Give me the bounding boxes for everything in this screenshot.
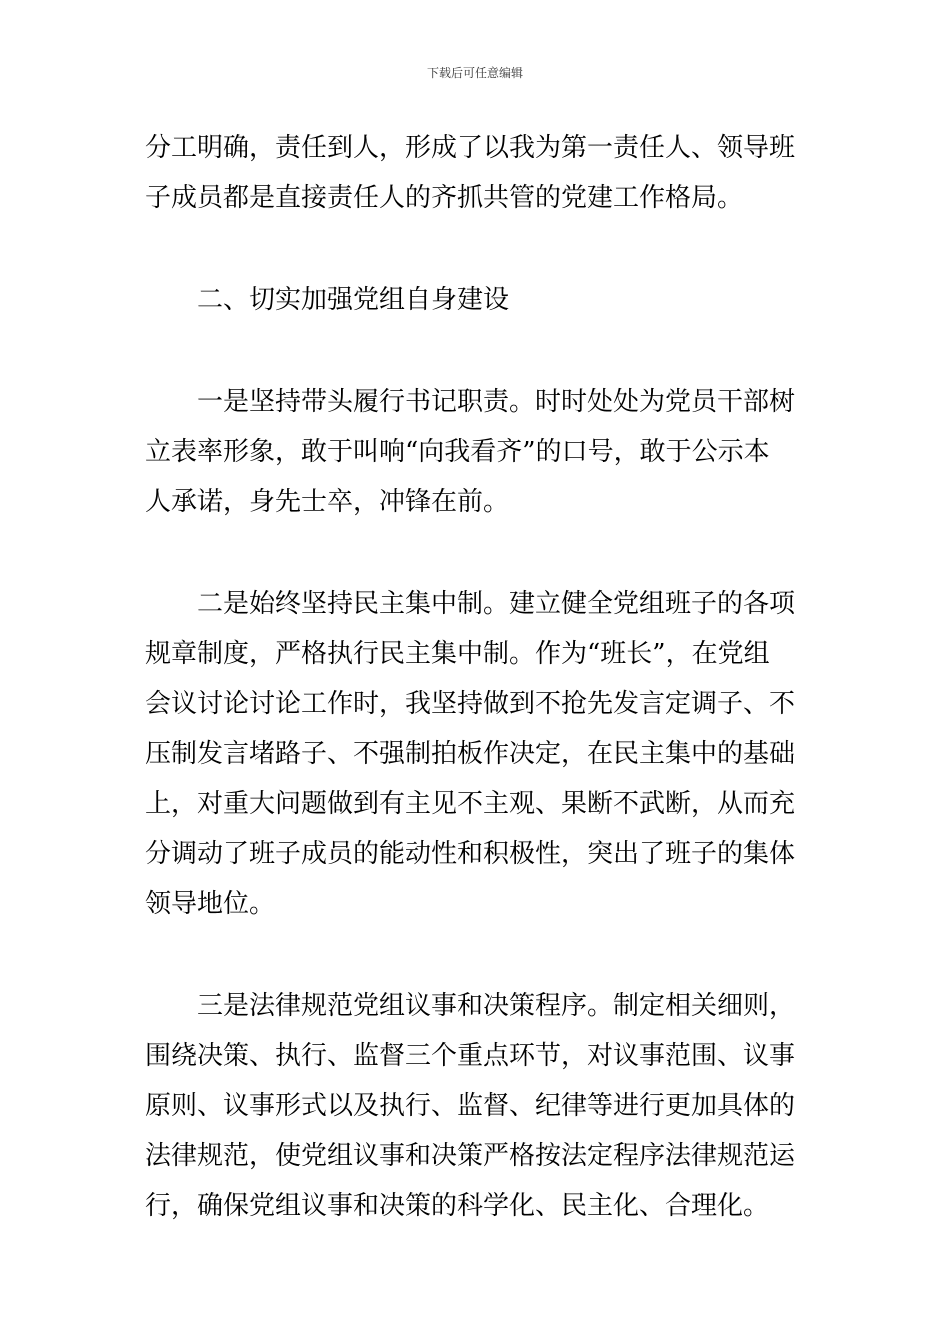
text-line: 领导地位。 (145, 889, 276, 919)
text-line: 规章制度，严格执行民主集中制。作为“班长”，在党组 (145, 639, 770, 669)
text-line: 围绕决策、执行、监督三个重点环节，对议事范围、议事 (145, 1041, 796, 1071)
text-line: 法律规范，使党组议事和决策严格按法定程序法律规范运 (145, 1141, 796, 1171)
text-line: 压制发言堵路子、不强制拍板作决定，在民主集中的基础 (145, 739, 796, 769)
text-line: 三是法律规范党组议事和决策程序。制定相关细则， (197, 991, 796, 1021)
text-line: 上，对重大问题做到有主见不主观、果断不武断，从而充 (145, 789, 796, 819)
text-line: 二是始终坚持民主集中制。建立健全党组班子的各项 (197, 589, 796, 619)
section-heading-text: 二、切实加强党组自身建设 (197, 285, 510, 315)
page-header: 下载后可任意编辑 (426, 66, 523, 80)
text-line: 原则、议事形式以及执行、监督、纪律等进行更加具体的 (145, 1091, 796, 1121)
section-heading (145, 275, 807, 325)
text-line: 立表率形象，敢于叫响“向我看齐”的口号，敢于公示本 (145, 437, 770, 467)
document-body (145, 123, 807, 1231)
paragraph-1 (145, 123, 807, 223)
text-line: 一是坚持带头履行书记职责。时时处处为党员干部树 (197, 387, 796, 417)
paragraph-3 (145, 377, 807, 527)
text-line: 分工明确，责任到人，形成了以我为第一责任人、领导班 (145, 133, 796, 163)
text-line: 行，确保党组议事和决策的科学化、民主化、合理化。 (145, 1191, 770, 1221)
text-line: 会议讨论讨论工作时，我坚持做到不抢先发言定调子、不 (145, 689, 796, 719)
text-line: 分调动了班子成员的能动性和积极性，突出了班子的集体 (145, 839, 796, 869)
text-line: 人承诺，身先士卒，冲锋在前。 (145, 487, 510, 517)
paragraph-4 (145, 579, 807, 929)
paragraph-5 (145, 981, 807, 1231)
text-line: 子成员都是直接责任人的齐抓共管的党建工作格局。 (145, 183, 744, 213)
